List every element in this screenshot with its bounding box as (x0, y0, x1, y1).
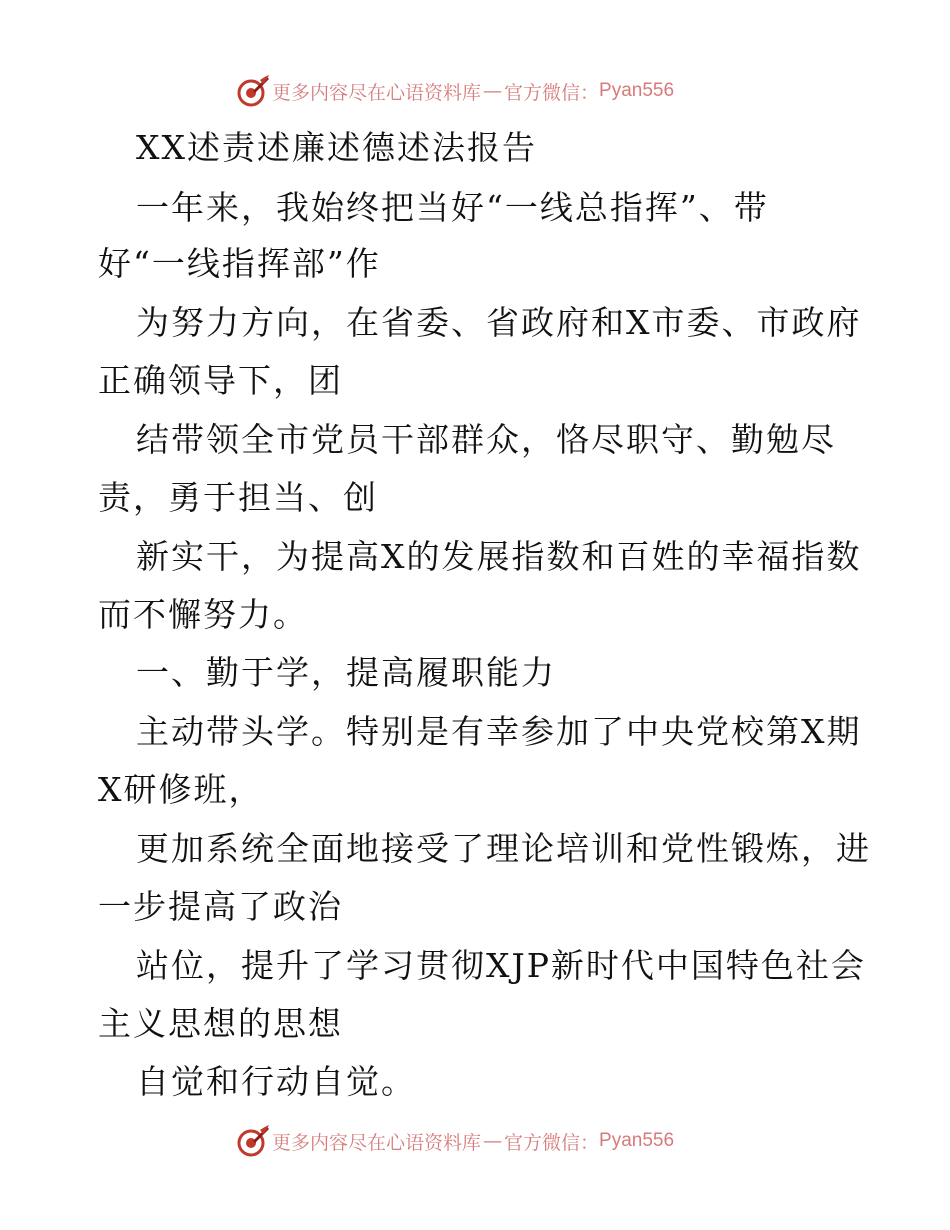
paragraph-line: X研修班， (98, 770, 264, 809)
paragraph-line: 主动带头学。特别是有幸参加了中央党校第X期 (136, 712, 862, 751)
paragraph-line: 责，勇于担当、创 (98, 478, 378, 517)
paragraph-line: 一步提高了政治 (98, 887, 343, 926)
quill-seal-icon (236, 1124, 270, 1158)
paragraph-line: 新实干，为提高X的发展指数和百姓的幸福指数 (136, 537, 862, 576)
watermark-site-text: 更多内容尽在心语资料库 (272, 1131, 482, 1154)
watermark-official-text: 官方微信： (504, 1131, 600, 1154)
watermark-site-text: 更多内容尽在心语资料库 (272, 81, 482, 104)
paragraph-line: 自觉和行动自觉。 (136, 1062, 416, 1101)
paragraph-line: 更加系统全面地接受了理论培训和党性锻炼，进 (136, 829, 871, 868)
paragraph-line: 好“一线指挥部”作 (98, 244, 381, 283)
section-heading: 一、勤于学，提高履职能力 (136, 653, 556, 692)
paragraph-line: 站位，提升了学习贯彻XJP新时代中国特色社会 (136, 946, 866, 985)
watermark-separator: — (483, 1130, 503, 1152)
footer-watermark (236, 1124, 674, 1158)
paragraph-line: 而不懈努力。 (98, 595, 308, 634)
watermark-official-text: 官方微信： (504, 81, 600, 104)
paragraph-line: 一年来，我始终把当好“一线总指挥”、带 (136, 188, 769, 227)
paragraph-line: 为努力方向，在省委、省政府和X市委、市政府 (136, 303, 862, 342)
paragraph-line: 正确领导下，团 (98, 361, 343, 400)
watermark-wechat-id: Pyan556 (599, 80, 675, 101)
document-title: XX述责述廉述德述法报告 (136, 128, 537, 167)
watermark-wechat-id: Pyan556 (599, 1130, 675, 1151)
paragraph-line: 结带领全市党员干部群众，恪尽职守、勤勉尽 (136, 420, 836, 459)
paragraph-line: 主义思想的思想 (98, 1004, 343, 1043)
watermark-separator: — (483, 80, 503, 102)
